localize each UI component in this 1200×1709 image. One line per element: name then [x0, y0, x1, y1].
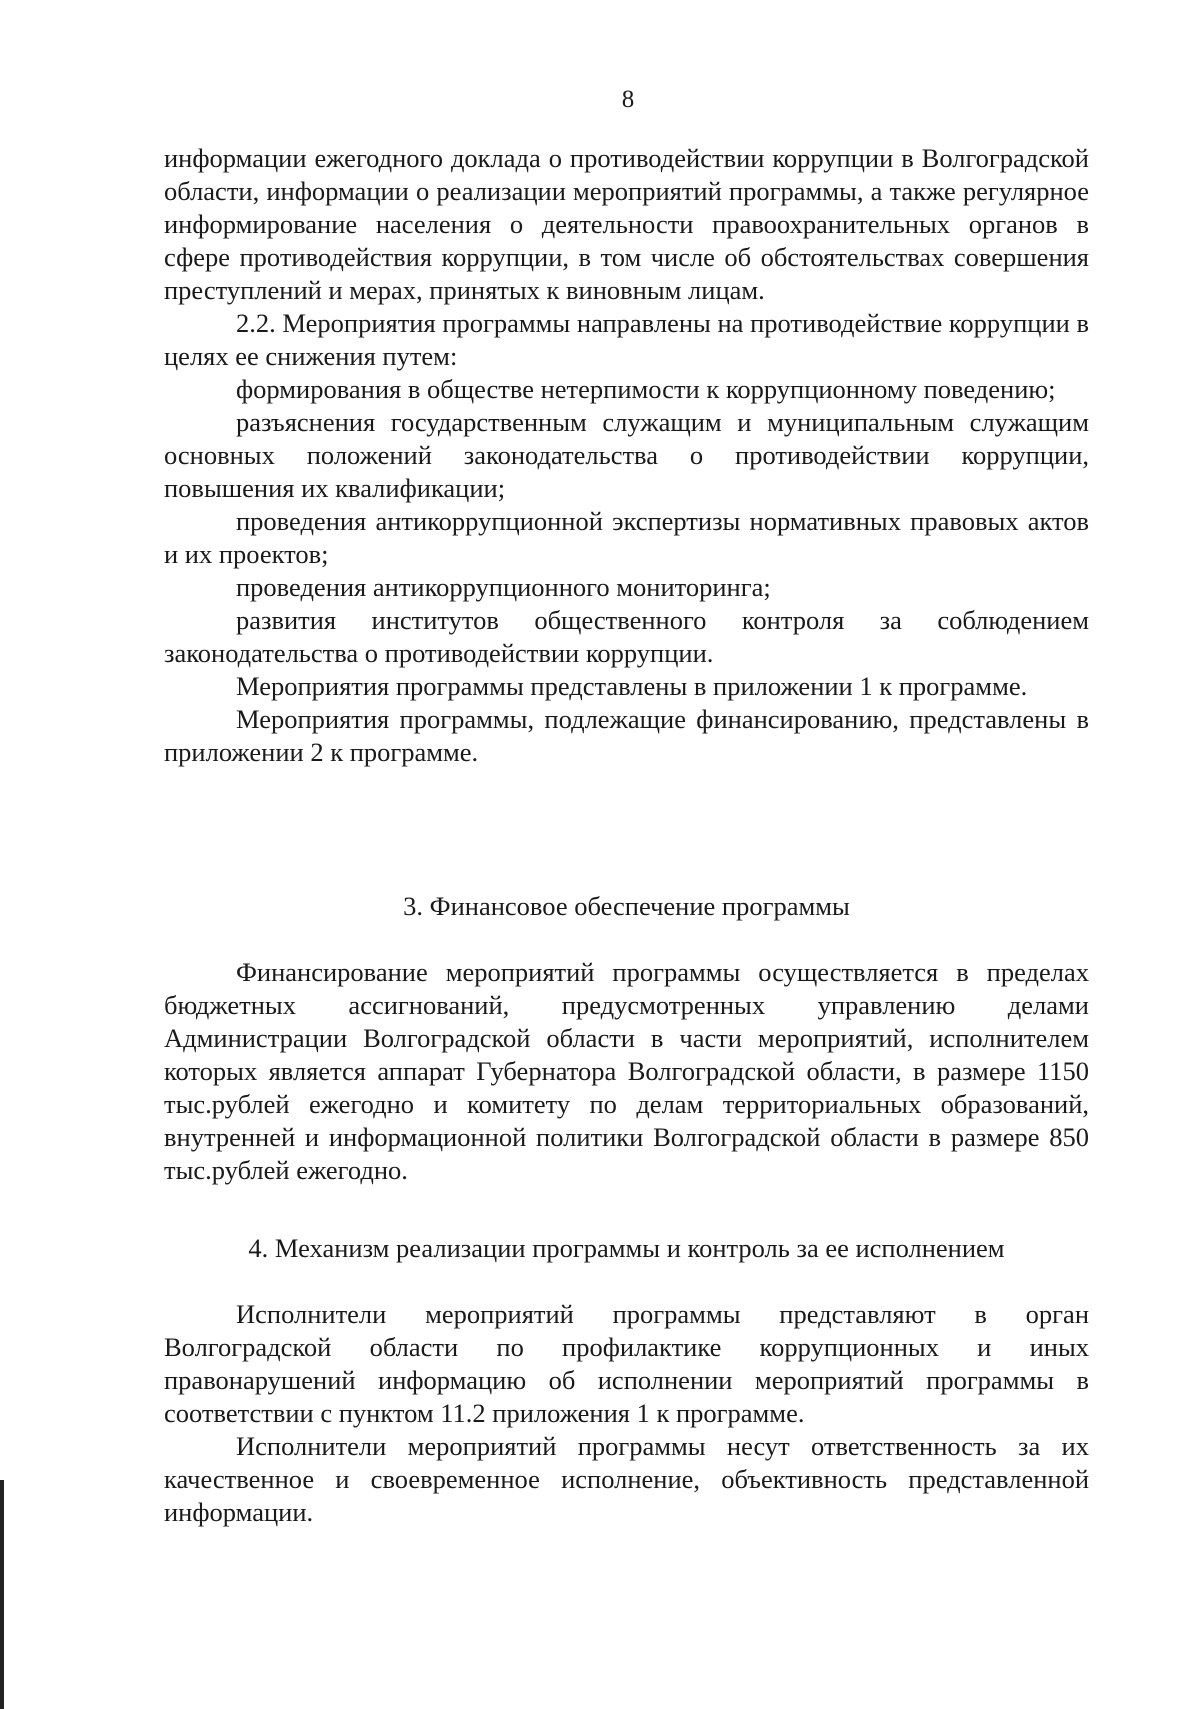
section-4-paragraph-1: Исполнители мероприятий программы представляют в орган Волгоградской области по профилактике коррупционных и иных правонарушений информацию об исполнении мероприятий программы в соответствии с пунктом 11.2 приложения 1 к программе. — [164, 1299, 1089, 1428]
section-4 — [164, 1232, 1089, 1265]
section-4-paragraph-2: Исполнители мероприятий программы несут ответственность за их качественное и своевременное исполнение, объективность представленной информации. — [164, 1431, 1089, 1527]
section-3 — [164, 890, 1089, 923]
section-4-heading: 4. Механизм реализации программы и контроль за ее исполнением — [248, 1233, 1005, 1263]
scan-edge-shadow — [0, 1480, 4, 1709]
list-item-3: проведения антикоррупционной экспертизы нормативных правовых актов и их проектов; — [164, 506, 1089, 569]
list-item-5: развития институтов общественного контроля за соблюдением законодательства о противодействии коррупции. — [164, 605, 1089, 668]
list-item-2: разъяснения государственным служащим и муниципальным служащим основных положений законодательства о противодействии коррупции, повышения их квалификации; — [164, 407, 1089, 503]
section-3-paragraph: Финансирование мероприятий программы осуществляется в пределах бюджетных ассигнований, предусмотренных управлению делами Администрации Волгоградской области в части мероприятий, исполнителем которых является аппарат Губернатора Волгоградской области, в размере 1150 тыс.рублей ежегодно и комитету по делам территориальных образований, внутренней и информационной политики Волгоградской области в размере 850 тыс.рублей ежегодно. — [164, 957, 1089, 1185]
annex-1-note: Мероприятия программы представлены в приложении 1 к программе. — [236, 671, 1028, 701]
paragraph-intro: информации ежегодного доклада о противодействии коррупции в Волгоградской области, информации о реализации мероприятий программы, а также регулярное информирование населения о деятельности правоохранительных органов в сфере противодействия коррупции, в том числе об обстоятельствах совершения преступлений и мерах, принятых к виновным лицам. — [164, 143, 1089, 305]
annex-2-note: Мероприятия программы, подлежащие финансированию, представлены в приложении 2 к программе. — [164, 704, 1089, 767]
list-item-4: проведения антикоррупционного мониторинга; — [236, 572, 771, 602]
page-number: 8 — [621, 86, 635, 113]
section-3-body — [164, 956, 1089, 1187]
section-2-continuation — [164, 142, 1089, 769]
list-item-1: формирования в обществе нетерпимости к коррупционному поведению; — [236, 374, 1056, 404]
section-3-heading: 3. Финансовое обеспечение программы — [403, 891, 850, 921]
section-4-body — [164, 1298, 1089, 1529]
paragraph-2-2: 2.2. Мероприятия программы направлены на противодействие коррупции в целях ее снижения путем: — [164, 308, 1089, 371]
